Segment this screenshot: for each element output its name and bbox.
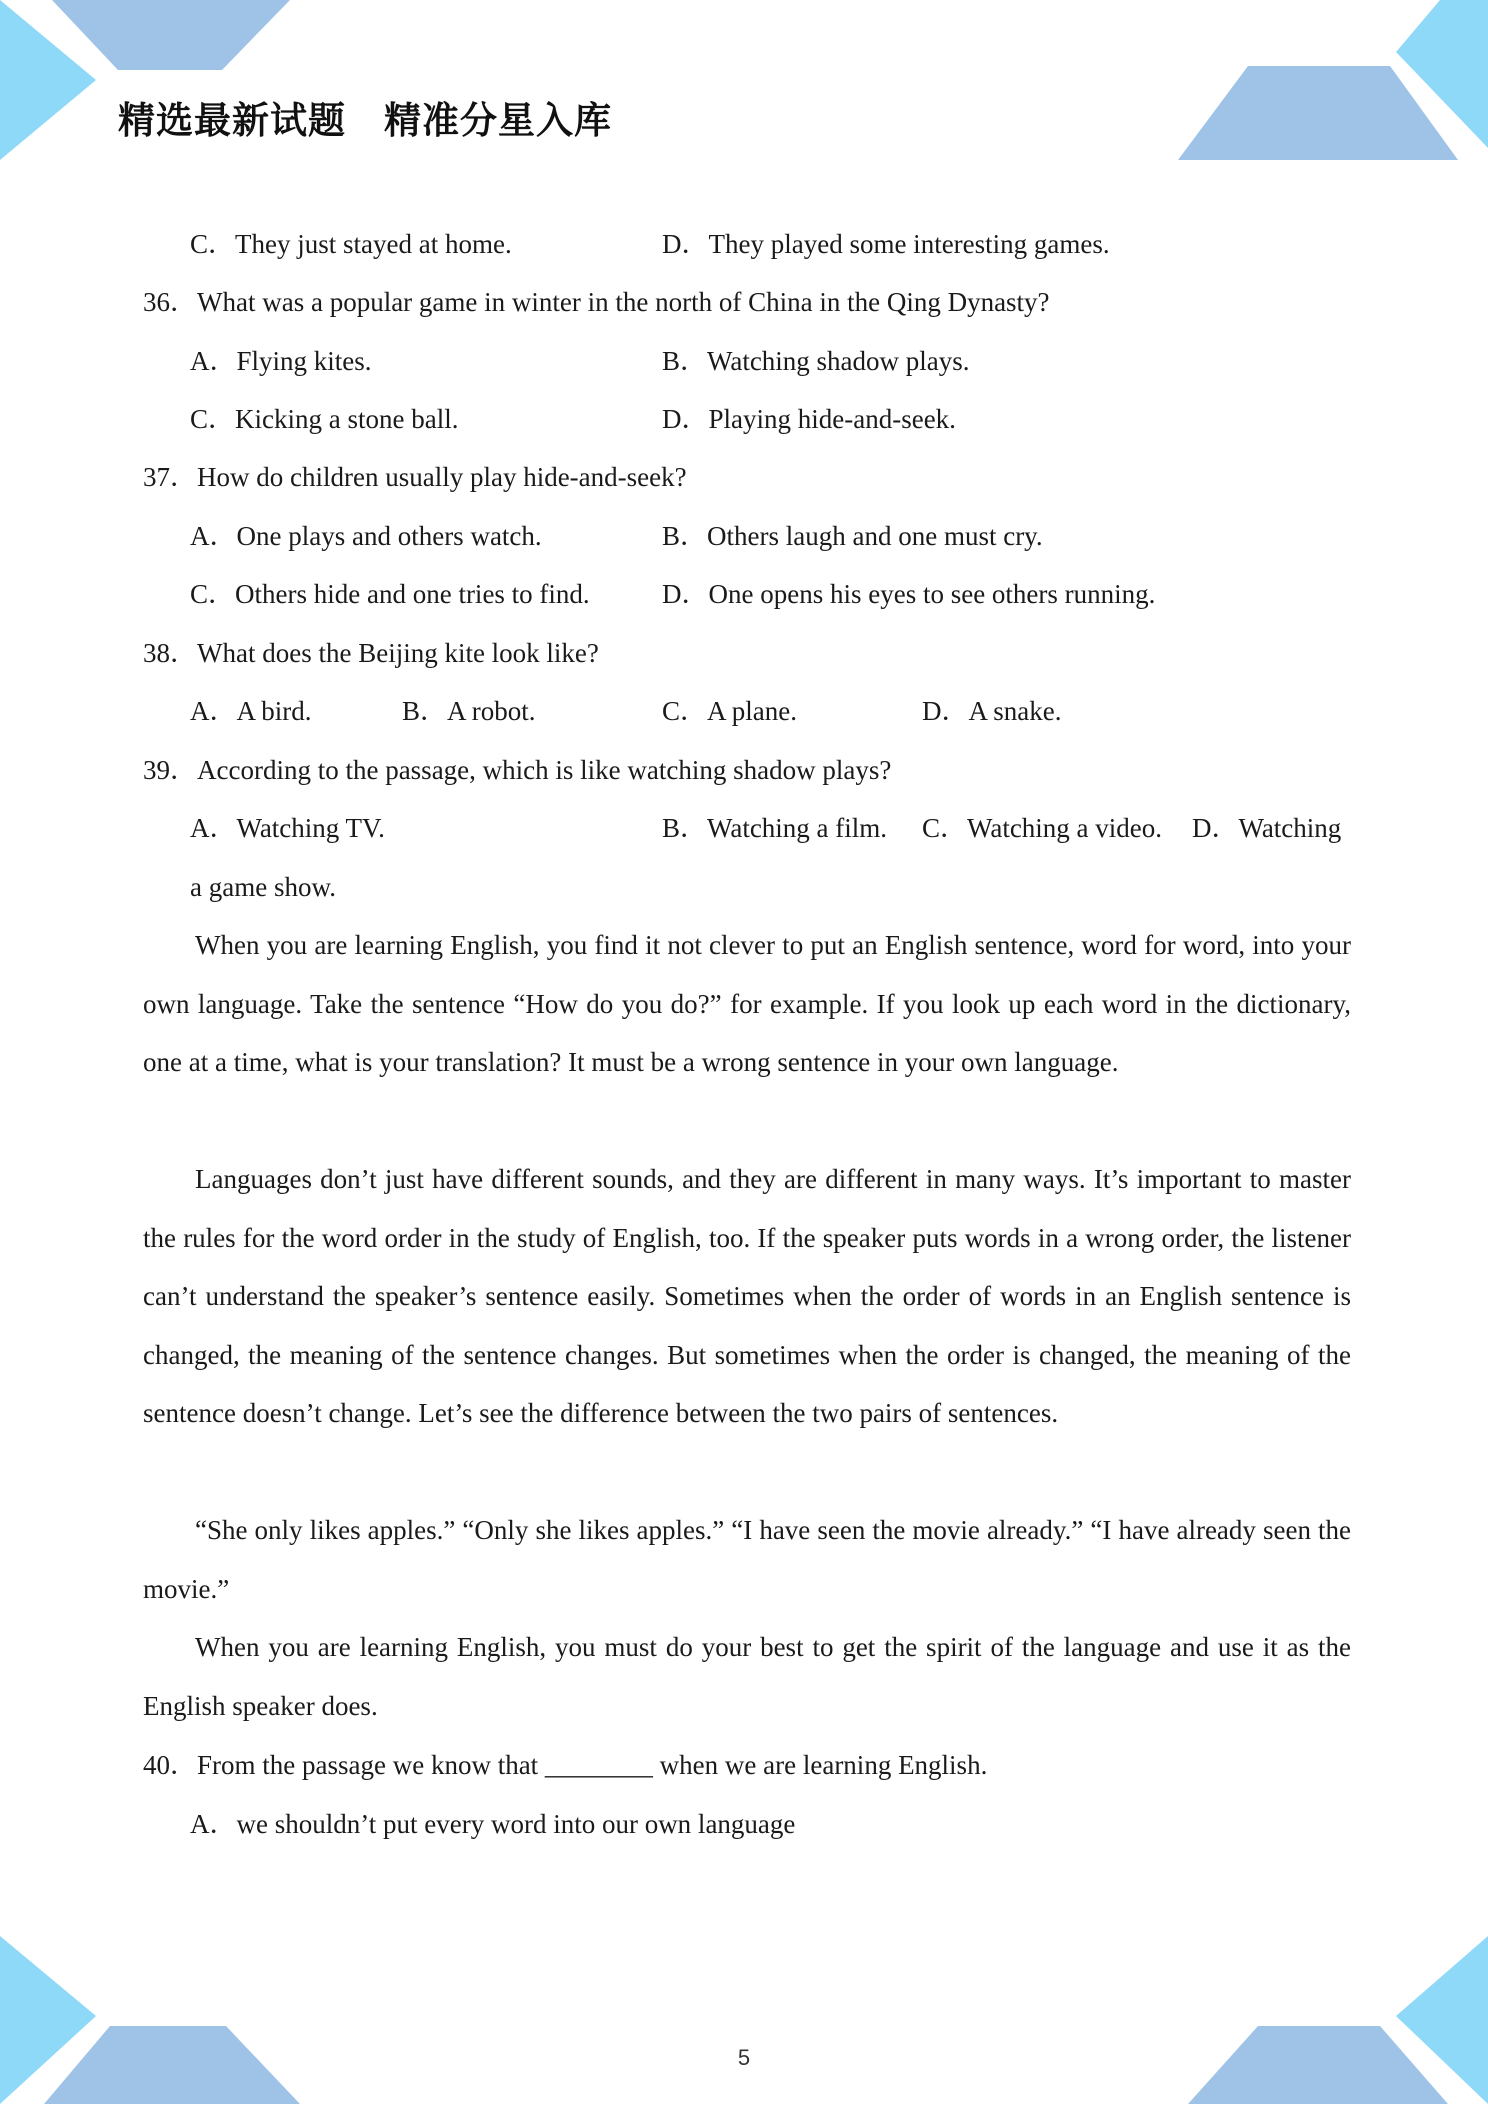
option-d: D．They played some interesting games. <box>662 229 1110 259</box>
page-number: 5 <box>737 2045 751 2070</box>
question-36-option-c: C．Kicking a stone ball. <box>190 404 459 434</box>
option-c: C．They just stayed at home. <box>190 229 512 259</box>
question-39-option-c: C．Watching a video. <box>922 813 1163 843</box>
passage-paragraph-4: When you are learning English, you must do your best to get the spirit of the language and use it as the English speaker does. <box>143 1632 1351 1721</box>
question-38-option-b: B．A robot. <box>402 696 536 726</box>
question-39-stem: 39．According to the passage, which is like watching shadow plays? <box>143 755 892 785</box>
corner-trapezoid-top-right <box>1178 66 1458 160</box>
corner-trapezoid-top-left <box>52 0 290 70</box>
question-37-option-a: A．One plays and others watch. <box>190 521 542 551</box>
question-39-option-a: A．Watching TV. <box>190 813 385 843</box>
question-37-stem: 37．How do children usually play hide-and-seek? <box>143 462 687 492</box>
question-40-stem: 40．From the passage we know that ________ when we are learning English. <box>143 1750 988 1780</box>
question-39-continuation: a game show. <box>190 872 336 902</box>
question-37-option-d: D．One opens his eyes to see others running. <box>662 579 1156 609</box>
question-36-option-a: A．Flying kites. <box>190 346 372 376</box>
question-39-option-d: D．Watching <box>1192 813 1342 843</box>
question-37-option-c: C．Others hide and one tries to find. <box>190 579 590 609</box>
question-38-option-d: D．A snake. <box>922 696 1062 726</box>
question-40-option-a: A．we shouldn’t put every word into our own language <box>190 1809 796 1839</box>
question-37-option-b: B．Others laugh and one must cry. <box>662 521 1043 551</box>
passage-paragraph-3: “She only likes apples.” “Only she likes apples.” “I have seen the movie already.” “I have already seen the movie.” <box>143 1515 1351 1604</box>
question-36-option-d: D．Playing hide-and-seek. <box>662 404 956 434</box>
passage-paragraph-2: Languages don’t just have different sounds, and they are different in many ways. It’s important to master the rules for the word order in the study of English, too. If the speaker puts words in a wrong order, the listener can’t understand the speaker’s sentence easily. Sometimes when the order of words in an English sentence is changed, the meaning of the sentence changes. But sometimes when the order is changed, the meaning of the sentence doesn’t change. Let’s see the difference between the two pairs of sentences. <box>143 1164 1351 1428</box>
question-36-stem: 36．What was a popular game in winter in the north of China in the Qing Dynasty? <box>143 287 1050 317</box>
question-38-option-a: A．A bird. <box>190 696 312 726</box>
question-38-option-c: C．A plane. <box>662 696 797 726</box>
question-39-option-b: B．Watching a film. <box>662 813 888 843</box>
header-title: 精选最新试题 精准分星入库 <box>118 99 612 142</box>
question-36-option-b: B．Watching shadow plays. <box>662 346 970 376</box>
passage-paragraph-1: When you are learning English, you find it not clever to put an English sentence, word for word, into your own language. Take the sentence “How do you do?” for example. If you look up each word in the dictionary, one at a time, what is your translation? It must be a wrong sentence in your own language. <box>143 930 1351 1077</box>
question-38-stem: 38．What does the Beijing kite look like? <box>143 638 599 668</box>
